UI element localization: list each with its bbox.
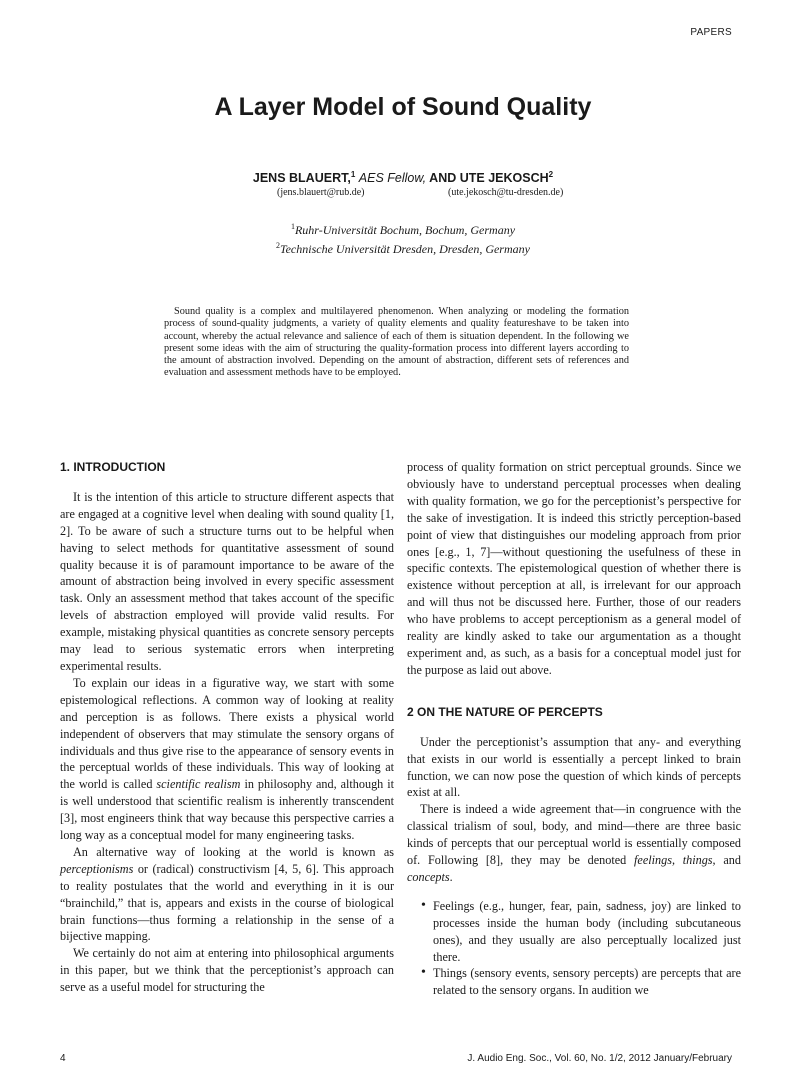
abstract: Sound quality is a complex and multilayered phenomenon. When analyzing or modeling the formation process of sound-quality judgments, a variety of quality elements and quality featureshave to be taken into account, whereby the actual relevance and salience of each of them is situation dependent. In the following we present some ideas with the aim of structuring the quality-formation process into different layers according to the amount of abstraction involved. Depending on the amount of abstraction, different sets of references and evaluation and assessment methods have to be employed. xyxy=(164,306,629,379)
intro-p3-emphasis: perceptionisms xyxy=(60,861,134,876)
author-2-superscript: 2 xyxy=(548,170,554,179)
bullet-feelings xyxy=(433,898,741,966)
affiliation-2 xyxy=(0,238,806,257)
percepts-p2-text-a: There is indeed a wide agreement that—in congruence with the classical trialism of soul, body, and mind—there are three basic kinds of percepts that our perceptual world is essentially composed of. Following [8], they may be denoted xyxy=(407,802,741,868)
percepts-p2-and: and xyxy=(715,853,741,868)
intro-p3-text-a: An alternative way of looking at the world is known as xyxy=(73,844,394,859)
author-2-name: UTE JEKOSCH xyxy=(459,171,549,186)
intro-paragraph-1: It is the intention of this article to structure different aspects that are engaged at a cognitive level when dealing with sound quality [1, 2]. To be aware of such a structure turns out to be helpful when having to select methods for quantitative assessment of sound quality because it is of paramount importance to be aware of the amount of abstraction being involved in every specific assessment task. Only an assessment method that takes account of the specific levels of abstraction employed will provide valid results. For example, mistaking physical quantities as concrete sensory percepts may lead to serious systematic errors when interpreting experimental results. xyxy=(60,489,394,673)
paper-title: A Layer Model of Sound Quality xyxy=(214,93,592,121)
percepts-heading: 2 ON THE NATURE OF PERCEPTS xyxy=(407,704,603,719)
author-1-email: (jens.blauert@rub.de) xyxy=(277,187,365,198)
bullet-things-text: • Things (sensory events, sensory percepts) are percepts that are related to the sensory organs. In audition we xyxy=(433,966,741,998)
affiliation-1 xyxy=(0,219,806,238)
affiliation-2-text: Technische Universität Dresden, Dresden, Germany xyxy=(280,242,530,256)
percepts-p2-emphasis-2: concepts xyxy=(407,869,450,884)
author-line xyxy=(0,170,806,185)
section-label: PAPERS xyxy=(690,27,732,38)
percepts-bullet-list xyxy=(407,898,741,999)
intro-p3-text-b: or (radical) constructivism [4, 5, 6]. This approach to reality postulates that the world and everything in it is our “brainchild,” that is, appears and exists in the course of biological brain functions—thus forming a relationship in the sense of a bijective mapping. xyxy=(60,861,394,944)
journal-citation: J. Audio Eng. Soc., Vol. 60, No. 1/2, 2012 January/February xyxy=(467,1053,732,1064)
page-number: 4 xyxy=(60,1053,66,1064)
author-1-role: AES Fellow, xyxy=(358,171,427,186)
intro-paragraph-2 xyxy=(60,675,394,844)
affiliations xyxy=(0,219,806,257)
intro-paragraph-3 xyxy=(60,844,394,945)
author-1-name: JENS BLAUERT, xyxy=(252,171,351,186)
author-connector: AND xyxy=(429,171,457,186)
affiliation-1-text: Ruhr-Universität Bochum, Bochum, Germany xyxy=(294,223,516,237)
intro-p2-text-a: To explain our ideas in a figurative way, we start with some epistemological reflections. A common way of looking at reality and perception is as follows. There exists a physical world independent of observers that may stimulate the sensory organs of individuals and thus give rise to the appearance of sensory events in the perceptual worlds of these individuals. This way of looking at the world is called xyxy=(60,675,394,792)
intro-paragraph-4-continued: process of quality formation on strict perceptual grounds. Since we obviously have to understand perceptual processes when dealing with quality formation, we go for the perceptionist’s perspective for the sake of investigation. It is indeed this strictly perception-based point of view that distinguishes our modeling approach from prior ones [e.g., 1, 7]—without questioning the usefulness of these in specific contexts. The epistemological question of whether there is existence without perception at all, is irrelevant for our approach and will thus not be discussed here. Further, those of our readers who have problems to accept perceptionism as a general model of reality are kindly asked to take our argumentation as a thought experiment and, as such, as a basis for a conceptual model just for the purpose as laid out above. xyxy=(407,460,741,677)
percepts-paragraph-1: Under the perceptionist’s assumption that any- and everything that exists in our world is essentially a percept linked to brain function, we can now pose the question of which kinds of percepts exist at all. xyxy=(407,734,741,800)
percepts-p2-emphasis-1: feelings, things, xyxy=(634,853,716,868)
author-2-email: (ute.jekosch@tu-dresden.de) xyxy=(448,187,564,198)
left-column xyxy=(60,459,394,996)
intro-paragraph-4: We certainly do not aim at entering into philosophical arguments in this paper, but we think that the perceptionist’s approach can serve as a useful model for structuring the xyxy=(60,946,394,995)
bullet-things xyxy=(433,965,741,999)
bullet-feelings-text: • Feelings (e.g., hunger, fear, pain, sadness, joy) are linked to processes inside the human body (including subcutaneous ones), and they usually are also perceptually localized just there. xyxy=(433,898,741,964)
intro-p2-text-b: in philosophy and, although it is well understood that scientific realism is inherently transcendent [3], most engineers think that way because this perspective carries a long way as a conceptual model for many engineering tasks. xyxy=(60,777,395,843)
introduction-heading: 1. INTRODUCTION xyxy=(60,460,166,474)
percepts-p2-end: . xyxy=(449,869,453,884)
percepts-paragraph-2 xyxy=(407,801,741,886)
author-1-superscript: 1 xyxy=(350,170,356,179)
affiliation-1-superscript: 1 xyxy=(290,222,295,231)
intro-p2-emphasis: scientific realism xyxy=(156,777,241,792)
right-column xyxy=(407,459,741,999)
affiliation-2-superscript: 2 xyxy=(276,241,281,250)
